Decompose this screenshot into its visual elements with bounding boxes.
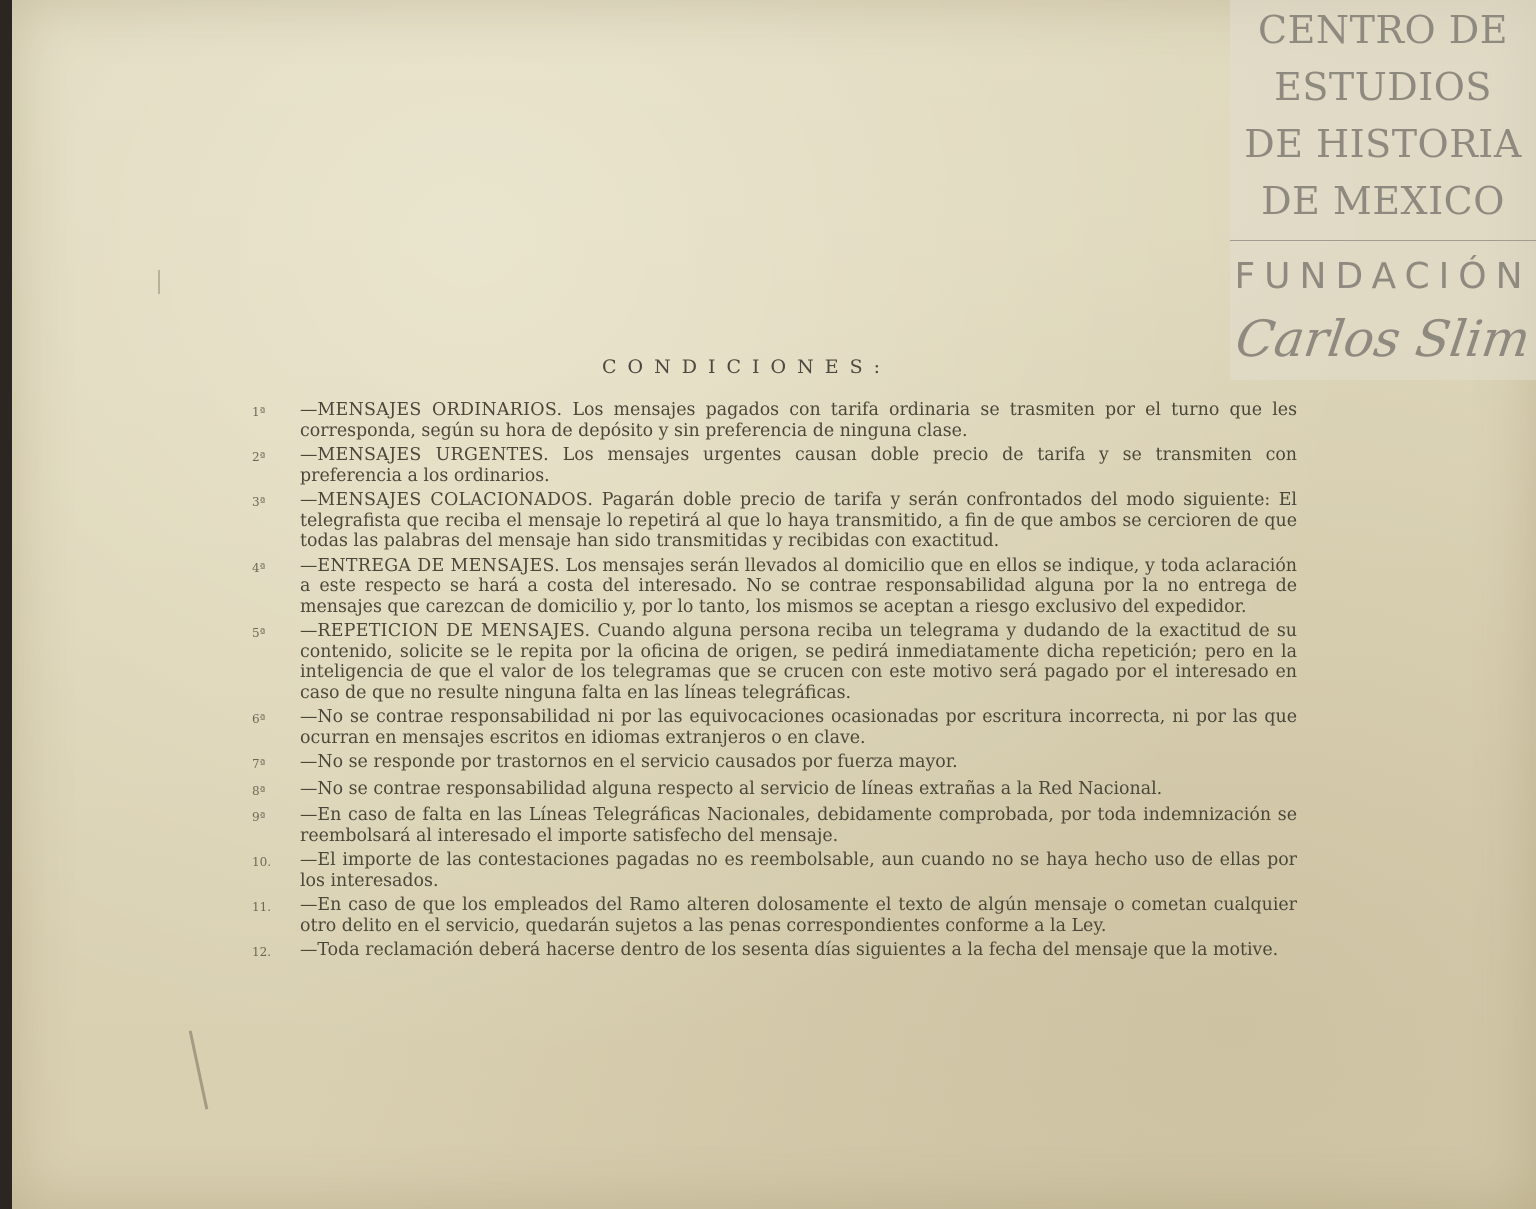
condition-body (300, 752, 1297, 775)
condition-number: 8ª (252, 783, 266, 798)
condition-text: Toda reclamación deberá hacerse dentro de los sesenta días siguientes a la fecha del mensaje que la motive. (317, 940, 1279, 960)
condition-number: 7ª (252, 757, 266, 771)
condition-number: 4ª (252, 560, 266, 575)
condition-heading: MENSAJES URGENTES. (317, 445, 549, 465)
condition-number: 12. (252, 945, 272, 959)
condition-item (252, 400, 1297, 441)
conditions-list (252, 400, 1297, 967)
condition-item (252, 490, 1297, 552)
condition-number: 11. (252, 900, 272, 914)
condition-body (300, 556, 1297, 618)
condition-text: Cuando alguna persona reciba un telegrama y dudando de la exactitud de su contenido, solicite se le repita por la oficina de origen, se pedirá inmediatamente dicha repetición; pero en la inteligencia de que el valor de los telegramas que se crucen con este motivo será pagado por el interesado en caso de que no resulte ninguna falta en las líneas telegráficas. (300, 621, 1297, 703)
condition-body (300, 445, 1297, 486)
condition-item (252, 895, 1297, 936)
condition-text: En caso de que los empleados del Ramo alteren dolosamente el texto de algún mensaje o cometan cualquier otro delito en el servicio, quedarán sujetos a las penas correspondientes conforme a la Ley. (300, 895, 1297, 936)
condition-body (300, 707, 1297, 748)
condition-dash: — (300, 707, 318, 727)
condition-text: En caso de falta en las Líneas Telegráficas Nacionales, debidamente comprobada, por toda indemnización se reembolsará al interesado el importe satisfecho del mensaje. (300, 805, 1297, 846)
document-page (12, 0, 1536, 1209)
condition-number: 2ª (252, 450, 266, 464)
condition-number: 3ª (252, 495, 266, 509)
condition-dash: — (300, 400, 318, 420)
condition-body (300, 940, 1297, 963)
condition-item (252, 940, 1297, 963)
condition-body (300, 805, 1297, 846)
condition-heading: ENTREGA DE MENSAJES. (317, 555, 560, 576)
condition-dash: — (300, 940, 318, 960)
watermark-line-3: DE HISTORIA (1244, 122, 1522, 166)
condition-dash: — (300, 895, 318, 915)
watermark-signature: Carlos Slim (1232, 310, 1534, 368)
condition-body (300, 621, 1297, 703)
condition-dash: — (300, 490, 318, 510)
condition-item (252, 621, 1297, 703)
condition-body (300, 850, 1297, 891)
condition-dash: — (300, 850, 318, 870)
condition-item (252, 445, 1297, 486)
condition-body (300, 490, 1297, 552)
condition-number: 9ª (252, 810, 266, 824)
condition-dash: — (300, 445, 318, 465)
condition-text: Los mensajes pagados con tarifa ordinaria se trasmiten por el turno que les corresponda, según su hora de depósito y sin preferencia de ninguna clase. (300, 400, 1297, 441)
condition-text: Pagarán doble precio de tarifa y serán confrontados del modo siguiente: El telegrafista que reciba el mensaje lo repetirá al que lo haya transmitido, a fin de que ambos se cercioren de que todas las palabras del mensaje han sido transmitidas y recibidas con exactitud. (300, 490, 1297, 551)
watermark-line-1: CENTRO DE (1258, 8, 1508, 52)
condition-heading: MENSAJES COLACIONADOS. (317, 490, 594, 510)
condition-body (300, 400, 1297, 441)
condition-item (252, 805, 1297, 846)
condition-dash: — (300, 752, 318, 772)
condition-body (300, 779, 1297, 802)
condition-number: 6ª (252, 712, 266, 726)
condition-text: Los mensajes urgentes causan doble precio de tarifa y se transmiten con preferencia a los ordinarios. (300, 445, 1297, 486)
condition-item (252, 779, 1297, 802)
condition-body (300, 895, 1297, 936)
condition-dash: — (300, 805, 318, 825)
condition-item (252, 707, 1297, 748)
condition-item (252, 850, 1297, 891)
condition-dash: — (300, 555, 318, 576)
condition-text: No se responde por trastornos en el servicio causados por fuerza mayor. (317, 752, 958, 772)
condition-number: 10. (252, 855, 272, 869)
watermark-foundation: FUNDACIÓN (1234, 256, 1532, 297)
condition-text: No se contrae responsabilidad alguna respecto al servicio de líneas extrañas a la Red Nacional. (317, 778, 1163, 799)
condition-number: 5ª (252, 626, 266, 640)
condition-text: Los mensajes serán llevados al domicilio que en ellos se indique, y toda aclaración a este respecto se hará a costa del interesado. No se contrae responsabilidad alguna por la no entrega de mensajes que carezcan de domicilio y, por lo tanto, los mismos se aceptan a riesgo exclusivo del expedidor. (300, 555, 1297, 617)
condition-text: No se contrae responsabilidad ni por las equivocaciones ocasionadas por escritura incorrecta, ni por las que ocurran en mensajes escritos en idiomas extranjeros o en clave. (300, 707, 1297, 748)
paper-stain-mark (158, 270, 160, 294)
archive-watermark (1230, 0, 1536, 380)
watermark-divider (1230, 240, 1536, 241)
condition-heading: MENSAJES ORDINARIOS. (317, 400, 563, 420)
condition-item (252, 752, 1297, 775)
condition-text: El importe de las contestaciones pagadas no es reembolsable, aun cuando no se haya hecho uso de ellas por los interesados. (300, 850, 1297, 891)
condition-dash: — (300, 621, 318, 641)
paper-stain-mark (189, 1031, 209, 1110)
condition-heading: REPETICION DE MENSAJES. (317, 621, 591, 641)
condition-item (252, 556, 1297, 618)
watermark-line-4: DE MEXICO (1261, 179, 1505, 223)
conditions-title: CONDICIONES: (602, 356, 892, 378)
condition-dash: — (300, 778, 318, 799)
watermark-line-2: ESTUDIOS (1274, 65, 1492, 109)
condition-number: 1ª (252, 405, 266, 419)
